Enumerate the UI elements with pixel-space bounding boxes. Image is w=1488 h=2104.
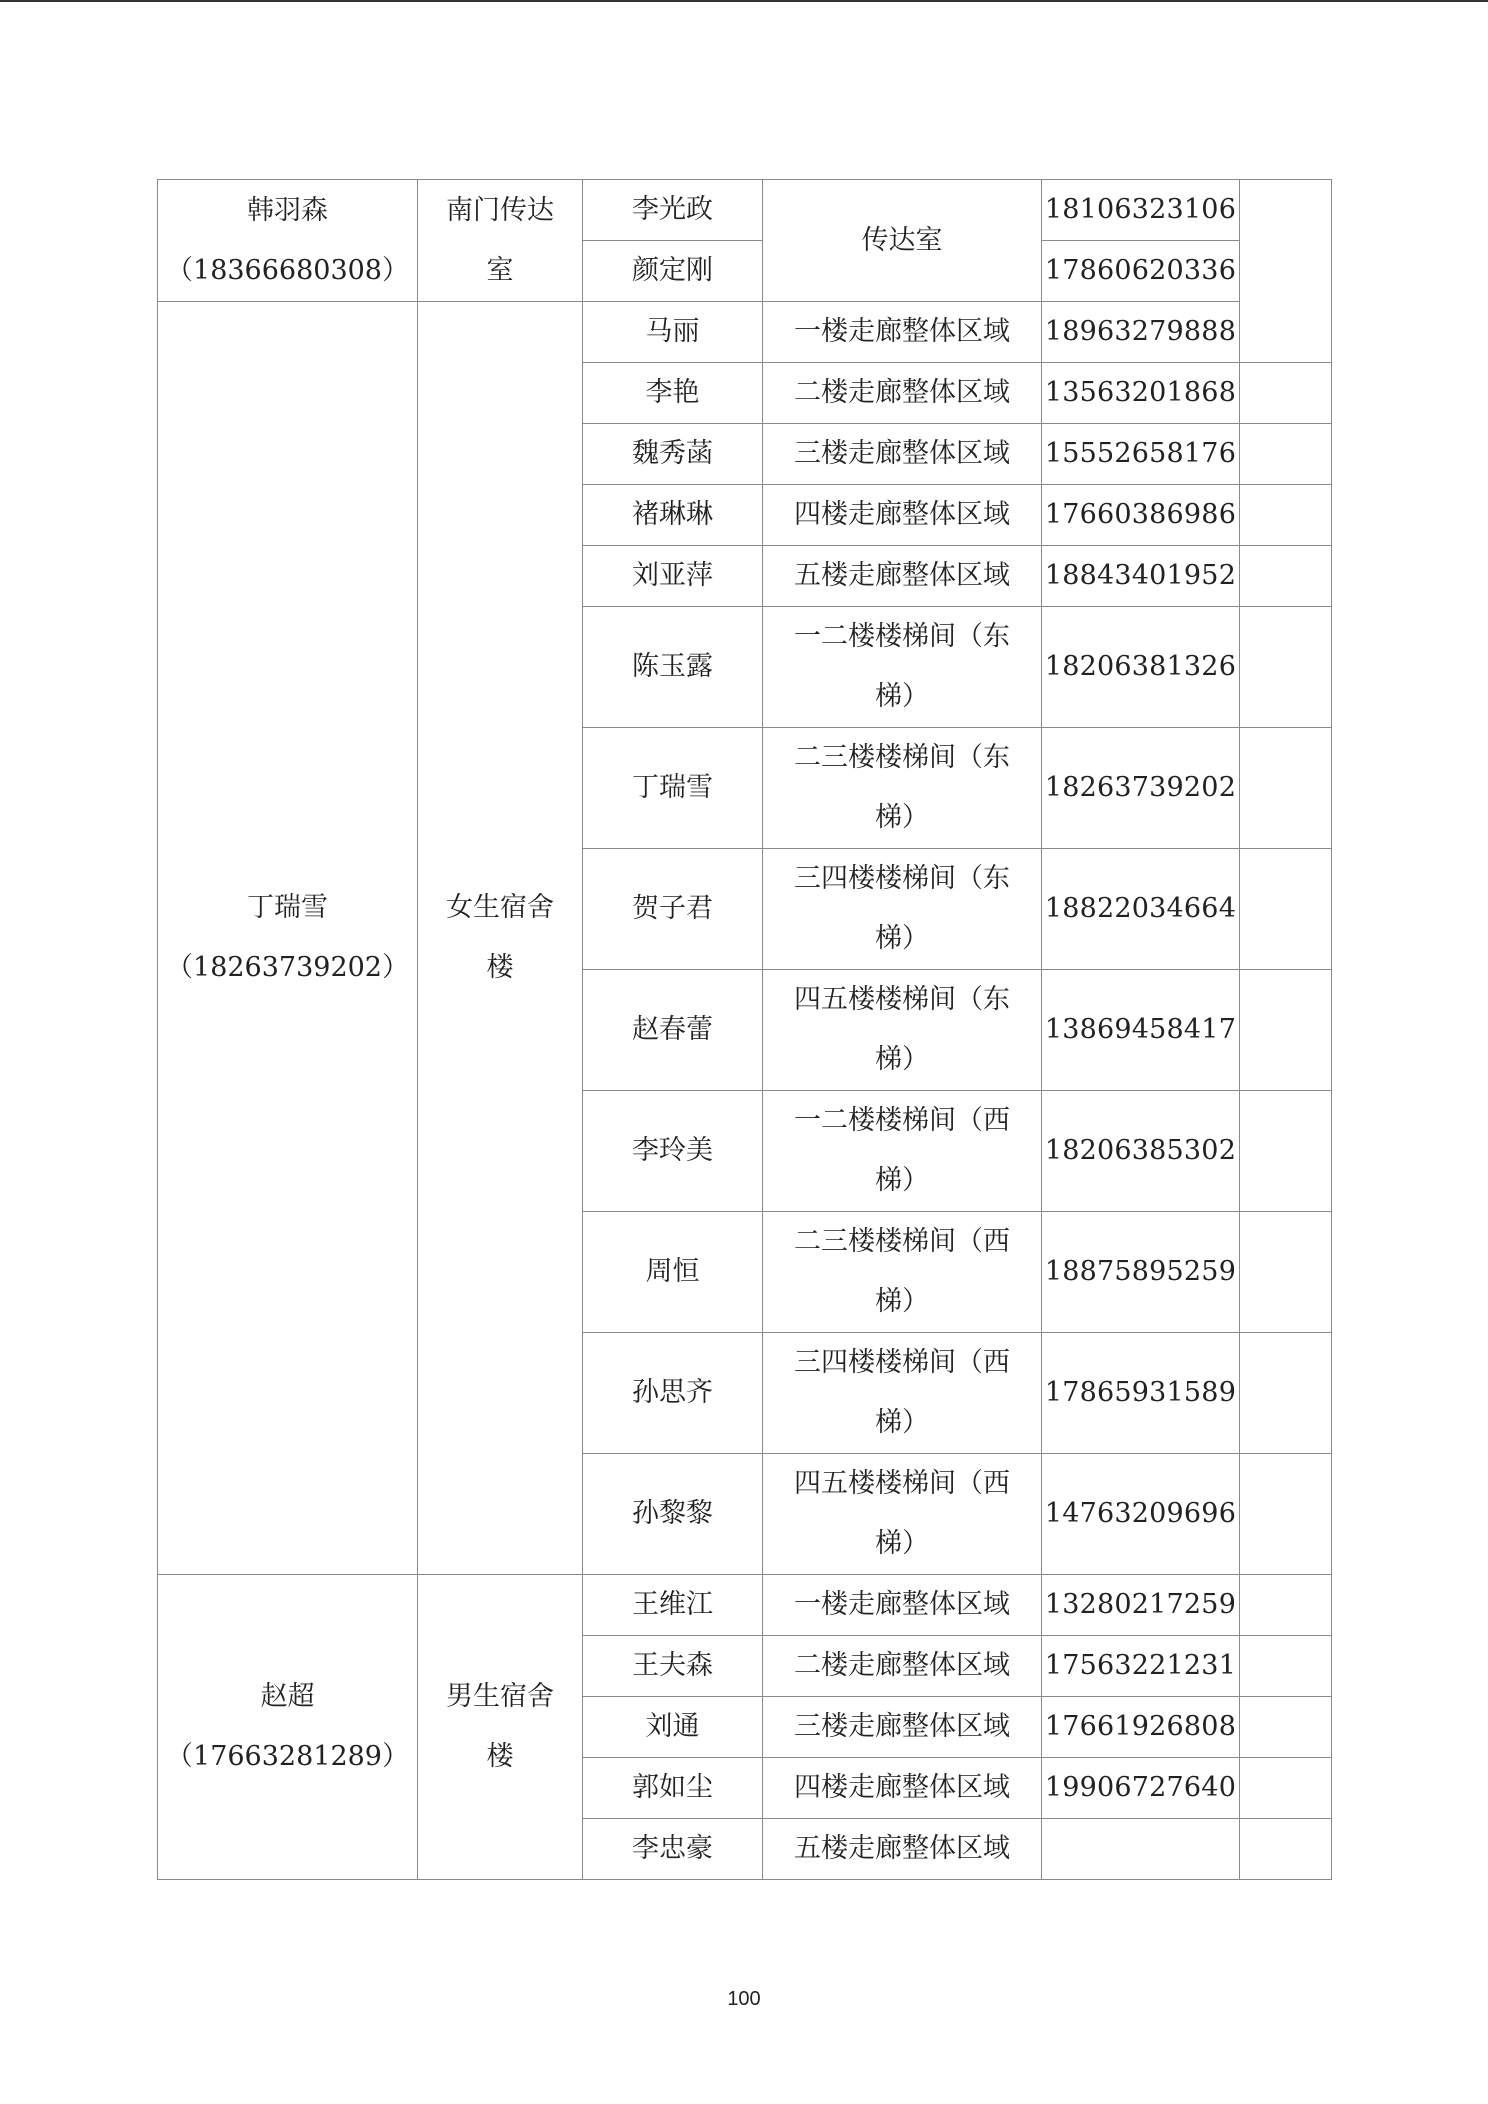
area-line2: 梯） bbox=[875, 1407, 929, 1438]
supervisor-phone: （18366680308） bbox=[166, 254, 409, 286]
area-line1: 四五楼楼梯间（西 bbox=[794, 1468, 1010, 1499]
building-label-line2: 楼 bbox=[486, 952, 514, 983]
blank-cell bbox=[1240, 1697, 1332, 1758]
staff-name: 丁瑞雪 bbox=[583, 728, 763, 849]
area-line1: 三四楼楼梯间（东 bbox=[794, 863, 1010, 894]
area-line1: 一二楼楼梯间（东 bbox=[794, 621, 1010, 652]
area-cell: 三楼走廊整体区域 bbox=[763, 1697, 1042, 1758]
staff-phone: 18206381326 bbox=[1042, 607, 1240, 728]
blank-cell bbox=[1240, 546, 1332, 607]
staff-roster-table bbox=[157, 179, 1332, 1880]
staff-name: 颜定刚 bbox=[583, 241, 763, 302]
area-cell bbox=[763, 1212, 1042, 1333]
area-cell: 传达室 bbox=[763, 180, 1042, 302]
staff-phone bbox=[1042, 1819, 1240, 1880]
area-line2: 梯） bbox=[875, 681, 929, 712]
area-line2: 梯） bbox=[875, 802, 929, 833]
building-label-line1: 女生宿舍 bbox=[446, 892, 554, 923]
area-cell bbox=[763, 970, 1042, 1091]
staff-phone: 17563221231 bbox=[1042, 1636, 1240, 1697]
staff-name: 赵春蕾 bbox=[583, 970, 763, 1091]
blank-cell bbox=[1240, 363, 1332, 424]
area-cell: 五楼走廊整体区域 bbox=[763, 1819, 1042, 1880]
blank-cell bbox=[1240, 1212, 1332, 1333]
area-cell: 四楼走廊整体区域 bbox=[763, 485, 1042, 546]
blank-cell bbox=[1240, 1454, 1332, 1575]
staff-name: 郭如尘 bbox=[583, 1758, 763, 1819]
area-line1: 三四楼楼梯间（西 bbox=[794, 1347, 1010, 1378]
supervisor-phone: （18263739202） bbox=[166, 952, 409, 983]
supervisor-cell bbox=[158, 1575, 418, 1880]
area-cell bbox=[763, 1454, 1042, 1575]
blank-cell bbox=[1240, 1758, 1332, 1819]
blank-cell bbox=[1240, 970, 1332, 1091]
area-cell: 二楼走廊整体区域 bbox=[763, 363, 1042, 424]
area-cell bbox=[763, 1333, 1042, 1454]
area-line1: 二三楼楼梯间（西 bbox=[794, 1226, 1010, 1257]
area-line2: 梯） bbox=[875, 1528, 929, 1559]
supervisor-phone: （17663281289） bbox=[166, 1741, 409, 1772]
building-label-line1: 南门传达 bbox=[446, 194, 554, 226]
staff-name: 孙思齐 bbox=[583, 1333, 763, 1454]
staff-phone: 17860620336 bbox=[1042, 241, 1240, 302]
staff-phone: 18963279888 bbox=[1042, 302, 1240, 363]
building-label-line1: 男生宿舍 bbox=[446, 1681, 554, 1712]
staff-name: 周恒 bbox=[583, 1212, 763, 1333]
staff-phone: 18822034664 bbox=[1042, 849, 1240, 970]
supervisor-cell bbox=[158, 302, 418, 1575]
area-cell bbox=[763, 849, 1042, 970]
staff-name: 魏秀菡 bbox=[583, 424, 763, 485]
blank-cell bbox=[1240, 849, 1332, 970]
area-cell: 一楼走廊整体区域 bbox=[763, 1575, 1042, 1636]
area-cell bbox=[763, 607, 1042, 728]
staff-name: 李光政 bbox=[583, 180, 763, 241]
table-row bbox=[158, 1575, 1332, 1636]
supervisor-name: 韩羽森 bbox=[247, 194, 328, 226]
staff-phone: 14763209696 bbox=[1042, 1454, 1240, 1575]
blank-cell bbox=[1240, 485, 1332, 546]
area-line2: 梯） bbox=[875, 1165, 929, 1196]
area-cell: 一楼走廊整体区域 bbox=[763, 302, 1042, 363]
table-row bbox=[158, 180, 1332, 241]
staff-phone: 17660386986 bbox=[1042, 485, 1240, 546]
building-label-line2: 室 bbox=[486, 254, 514, 286]
table-row bbox=[158, 302, 1332, 363]
staff-phone: 17865931589 bbox=[1042, 1333, 1240, 1454]
staff-name: 王夫森 bbox=[583, 1636, 763, 1697]
blank-cell bbox=[1240, 607, 1332, 728]
staff-phone: 15552658176 bbox=[1042, 424, 1240, 485]
staff-phone: 18843401952 bbox=[1042, 546, 1240, 607]
area-cell: 三楼走廊整体区域 bbox=[763, 424, 1042, 485]
area-line1: 一二楼楼梯间（西 bbox=[794, 1105, 1010, 1136]
staff-phone: 18263739202 bbox=[1042, 728, 1240, 849]
staff-phone: 18875895259 bbox=[1042, 1212, 1240, 1333]
staff-phone: 19906727640 bbox=[1042, 1758, 1240, 1819]
building-cell bbox=[418, 180, 583, 302]
staff-phone: 13280217259 bbox=[1042, 1575, 1240, 1636]
area-line2: 梯） bbox=[875, 923, 929, 954]
supervisor-name: 丁瑞雪 bbox=[247, 892, 328, 923]
staff-name: 李忠豪 bbox=[583, 1819, 763, 1880]
area-cell: 五楼走廊整体区域 bbox=[763, 546, 1042, 607]
staff-name: 陈玉露 bbox=[583, 607, 763, 728]
top-border-line bbox=[0, 0, 1488, 2]
staff-name: 刘通 bbox=[583, 1697, 763, 1758]
area-line1: 二三楼楼梯间（东 bbox=[794, 742, 1010, 773]
building-label-line2: 楼 bbox=[486, 1741, 514, 1772]
blank-cell bbox=[1240, 1819, 1332, 1880]
building-cell bbox=[418, 302, 583, 1575]
staff-name: 马丽 bbox=[583, 302, 763, 363]
area-cell: 四楼走廊整体区域 bbox=[763, 1758, 1042, 1819]
blank-cell bbox=[1240, 424, 1332, 485]
staff-phone: 18106323106 bbox=[1042, 180, 1240, 241]
blank-cell bbox=[1240, 1636, 1332, 1697]
area-cell bbox=[763, 1091, 1042, 1212]
supervisor-name: 赵超 bbox=[260, 1681, 315, 1712]
area-cell bbox=[763, 728, 1042, 849]
staff-name: 贺子君 bbox=[583, 849, 763, 970]
blank-cell bbox=[1240, 728, 1332, 849]
area-line2: 梯） bbox=[875, 1286, 929, 1317]
staff-name: 李艳 bbox=[583, 363, 763, 424]
staff-name: 李玲美 bbox=[583, 1091, 763, 1212]
area-line1: 四五楼楼梯间（东 bbox=[794, 984, 1010, 1015]
blank-cell bbox=[1240, 1333, 1332, 1454]
blank-cell bbox=[1240, 180, 1332, 363]
staff-name: 刘亚萍 bbox=[583, 546, 763, 607]
building-cell bbox=[418, 1575, 583, 1880]
area-line2: 梯） bbox=[875, 1044, 929, 1075]
area-cell: 二楼走廊整体区域 bbox=[763, 1636, 1042, 1697]
staff-name: 孙黎黎 bbox=[583, 1454, 763, 1575]
page-number: 100 bbox=[727, 1988, 761, 2010]
blank-cell bbox=[1240, 1575, 1332, 1636]
blank-cell bbox=[1240, 1091, 1332, 1212]
staff-name: 王维江 bbox=[583, 1575, 763, 1636]
staff-phone: 13869458417 bbox=[1042, 970, 1240, 1091]
staff-phone: 17661926808 bbox=[1042, 1697, 1240, 1758]
staff-name: 褚琳琳 bbox=[583, 485, 763, 546]
staff-phone: 18206385302 bbox=[1042, 1091, 1240, 1212]
staff-phone: 13563201868 bbox=[1042, 363, 1240, 424]
supervisor-cell bbox=[158, 180, 418, 302]
